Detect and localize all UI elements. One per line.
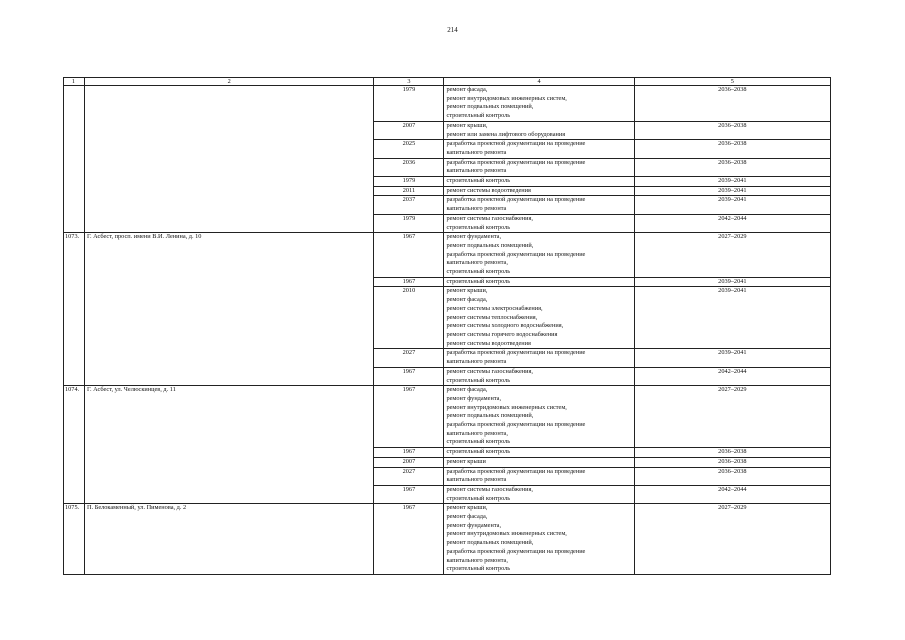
planned-period: 2039–2041 xyxy=(634,277,830,287)
repair-works xyxy=(444,158,634,176)
repair-work-item: разработка проектной документации на проведение xyxy=(446,196,586,204)
planned-period: 2027–2029 xyxy=(634,386,830,448)
row-number: 1075. xyxy=(64,504,85,575)
repair-works xyxy=(444,196,634,214)
last-repair-year: 1967 xyxy=(374,386,444,448)
repair-works xyxy=(444,504,634,575)
column-header-2: 2 xyxy=(85,78,374,86)
last-repair-year: 1979 xyxy=(374,214,444,232)
planned-period: 2036–2038 xyxy=(634,158,830,176)
repair-work-item: строительный контроль xyxy=(446,376,511,384)
last-repair-year: 1967 xyxy=(374,233,444,278)
table-row xyxy=(64,233,831,278)
table-row xyxy=(64,504,831,575)
last-repair-year: 2011 xyxy=(374,186,444,196)
repair-works xyxy=(444,121,634,139)
repair-work-item: ремонт фасада, xyxy=(446,386,488,394)
last-repair-year: 2036 xyxy=(374,158,444,176)
planned-period: 2039–2041 xyxy=(634,196,830,214)
repair-works xyxy=(444,485,634,503)
repair-work-item: капитального ремонта, xyxy=(446,259,508,267)
repair-work-item: ремонт внутридомовых инженерных систем, xyxy=(446,94,567,102)
last-repair-year: 2027 xyxy=(374,349,444,367)
column-header-4: 4 xyxy=(444,78,634,86)
repair-work-item: ремонт или замена лифтового оборудования xyxy=(446,130,566,138)
last-repair-year: 1979 xyxy=(374,86,444,122)
repair-work-item: разработка проектной документации на проведение xyxy=(446,467,586,475)
row-number: 1073. xyxy=(64,233,85,386)
repair-work-item: разработка проектной документации на проведение xyxy=(446,140,586,148)
repair-work-item: разработка проектной документации на проведение xyxy=(446,421,586,429)
last-repair-year: 1967 xyxy=(374,485,444,503)
last-repair-year: 2010 xyxy=(374,287,444,349)
building-address: Г. Асбест, просп. имени В.И. Ленина, д. 10 xyxy=(85,233,374,386)
repair-work-item: капитального ремонта xyxy=(446,358,507,366)
building-address: П. Белокаменный, ул. Пименова, д. 2 xyxy=(85,504,374,575)
repair-work-item: ремонт подвальных помещений, xyxy=(446,103,534,111)
repair-works xyxy=(444,140,634,158)
repair-work-item: разработка проектной документации на проведение xyxy=(446,547,586,555)
planned-period: 2036–2038 xyxy=(634,140,830,158)
planned-period: 2036–2038 xyxy=(634,121,830,139)
planned-period: 2036–2038 xyxy=(634,467,830,485)
repair-work-item: капитального ремонта, xyxy=(446,556,508,564)
planned-period: 2042–2044 xyxy=(634,485,830,503)
planned-period: 2027–2029 xyxy=(634,504,830,575)
repair-work-item: ремонт крыши, xyxy=(446,121,488,129)
repair-works xyxy=(444,214,634,232)
planned-period: 2039–2041 xyxy=(634,349,830,367)
repair-work-item: ремонт подвальных помещений, xyxy=(446,412,534,420)
planned-period: 2036–2038 xyxy=(634,448,830,458)
repair-works xyxy=(444,277,634,287)
repair-work-item: строительный контроль xyxy=(446,268,511,276)
repair-work-item: строительный контроль xyxy=(446,223,511,231)
planned-period: 2039–2041 xyxy=(634,186,830,196)
repair-work-item: ремонт системы газоснабжения, xyxy=(446,214,533,222)
repair-work-item: разработка проектной документации на проведение xyxy=(446,158,586,166)
repair-work-item: строительный контроль xyxy=(446,438,511,446)
repair-work-item: ремонт системы водоотведения xyxy=(446,339,531,347)
page-number: 214 xyxy=(447,26,458,34)
repair-works xyxy=(444,349,634,367)
repair-work-item: разработка проектной документации на проведение xyxy=(446,250,586,258)
repair-work-item: ремонт фасада, xyxy=(446,513,488,521)
planned-period: 2036–2038 xyxy=(634,457,830,467)
repair-works xyxy=(444,287,634,349)
repair-work-item: строительный контроль xyxy=(446,112,511,120)
planned-period: 2027–2029 xyxy=(634,233,830,278)
repair-works xyxy=(444,233,634,278)
last-repair-year: 1967 xyxy=(374,504,444,575)
repair-work-item: капитального ремонта xyxy=(446,148,507,156)
repair-work-item: ремонт фундамента, xyxy=(446,233,502,241)
row-number xyxy=(64,86,85,233)
repair-work-item: капитального ремонта, xyxy=(446,429,508,437)
last-repair-year: 2037 xyxy=(374,196,444,214)
repair-work-item: капитального ремонта xyxy=(446,167,507,175)
column-header-1: 1 xyxy=(64,78,85,86)
repair-work-item: ремонт подвальных помещений, xyxy=(446,241,534,249)
repair-work-item: ремонт системы холодного водоснабжения, xyxy=(446,322,564,330)
last-repair-year: 2007 xyxy=(374,121,444,139)
repair-work-item: ремонт крыши xyxy=(446,457,486,465)
repair-works xyxy=(444,177,634,187)
repair-works xyxy=(444,367,634,385)
table-row xyxy=(64,86,831,122)
planned-period: 2042–2044 xyxy=(634,367,830,385)
last-repair-year: 1979 xyxy=(374,177,444,187)
column-header-3: 3 xyxy=(374,78,444,86)
repair-work-item: капитального ремонта xyxy=(446,205,507,213)
repair-work-item: строительный контроль xyxy=(446,177,511,185)
repair-works xyxy=(444,86,634,122)
repair-work-item: ремонт системы газоснабжения, xyxy=(446,367,533,375)
planned-period: 2039–2041 xyxy=(634,287,830,349)
repair-work-item: ремонт фундамента, xyxy=(446,521,502,529)
repair-work-item: ремонт системы электроснабжения, xyxy=(446,304,543,312)
repair-works xyxy=(444,386,634,448)
row-number: 1074. xyxy=(64,386,85,504)
planned-period: 2039–2041 xyxy=(634,177,830,187)
last-repair-year: 1967 xyxy=(374,367,444,385)
repair-schedule-table xyxy=(63,77,831,575)
last-repair-year: 2027 xyxy=(374,467,444,485)
repair-work-item: ремонт крыши, xyxy=(446,504,488,512)
repair-work-item: ремонт системы теплоснабжения, xyxy=(446,313,538,321)
building-address: Г. Асбест, ул. Челюскинцев, д. 11 xyxy=(85,386,374,504)
repair-work-item: ремонт фундамента, xyxy=(446,394,502,402)
repair-works xyxy=(444,457,634,467)
repair-work-item: строительный контроль xyxy=(446,565,511,573)
planned-period: 2036–2038 xyxy=(634,86,830,122)
repair-work-item: ремонт фасада, xyxy=(446,296,488,304)
repair-work-item: ремонт крыши, xyxy=(446,287,488,295)
planned-period: 2042–2044 xyxy=(634,214,830,232)
repair-works xyxy=(444,448,634,458)
repair-work-item: ремонт системы водоотведения xyxy=(446,186,531,194)
last-repair-year: 1967 xyxy=(374,448,444,458)
repair-work-item: ремонт системы горячего водоснабжения xyxy=(446,330,558,338)
building-address xyxy=(85,86,374,233)
last-repair-year: 2007 xyxy=(374,457,444,467)
table-row xyxy=(64,386,831,448)
repair-work-item: ремонт фасада, xyxy=(446,86,488,93)
repair-work-item: ремонт внутридомовых инженерных систем, xyxy=(446,403,567,411)
repair-works xyxy=(444,186,634,196)
repair-work-item: строительный контроль xyxy=(446,448,511,456)
last-repair-year: 1967 xyxy=(374,277,444,287)
table-header-row xyxy=(64,78,831,86)
repair-work-item: капитального ремонта xyxy=(446,476,507,484)
repair-work-item: разработка проектной документации на проведение xyxy=(446,349,586,357)
repair-works xyxy=(444,467,634,485)
repair-work-item: ремонт подвальных помещений, xyxy=(446,539,534,547)
repair-work-item: ремонт внутридомовых инженерных систем, xyxy=(446,530,567,538)
last-repair-year: 2025 xyxy=(374,140,444,158)
column-header-5: 5 xyxy=(634,78,830,86)
repair-work-item: строительный контроль xyxy=(446,494,511,502)
repair-work-item: строительный контроль xyxy=(446,277,511,285)
repair-work-item: ремонт системы газоснабжения, xyxy=(446,485,533,493)
